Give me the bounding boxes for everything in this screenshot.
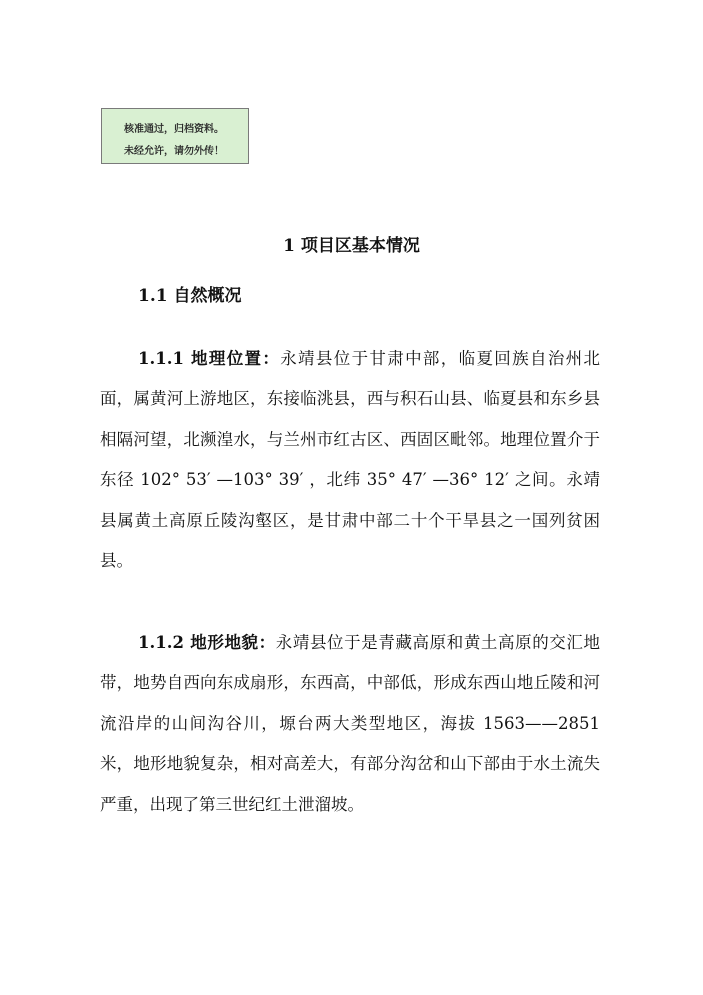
paragraph-geographic-location	[100, 339, 600, 582]
section-heading: 1.1 自然概况	[138, 286, 242, 306]
subsection-title-location: 1.1.1 地理位置：	[138, 348, 281, 368]
paragraph-terrain	[100, 623, 600, 826]
approval-stamp	[101, 108, 249, 164]
chapter-heading: 1 项目区基本情况	[283, 236, 420, 256]
paragraph-body-terrain: 永靖县位于是青藏高原和黄土高原的交汇地带，地势自西向东成扇形，东西高，中部低，形成东西山地丘陵和河流沿岸的山间沟谷川，塬台两大类型地区，海拔 1563——2851 米，地形地貌复杂，相对高差大，有部分沟岔和山下部由于水土流失严重，出现了第三世纪红土泄溜坡。	[100, 632, 601, 814]
paragraph-body-location: 永靖县位于甘肃中部，临夏回族自治州北面，属黄河上游地区，东接临洮县，西与积石山县、临夏县和东乡县相隔河望，北濒湟水，与兰州市红古区、西固区毗邻。地理位置介于东径 102° 53′ —103° 39′ ，北纬 35° 47′ —36° 12′ 之间。永靖县属黄土高原丘陵沟壑区，是甘肃中部二十个干旱县之一国列贫困县。	[100, 348, 600, 570]
stamp-line-confidential: 未经允许，请勿外传！	[124, 146, 224, 157]
stamp-line-approved: 核准通过，归档资料。	[124, 124, 224, 135]
subsection-title-terrain: 1.1.2 地形地貌：	[138, 632, 276, 652]
